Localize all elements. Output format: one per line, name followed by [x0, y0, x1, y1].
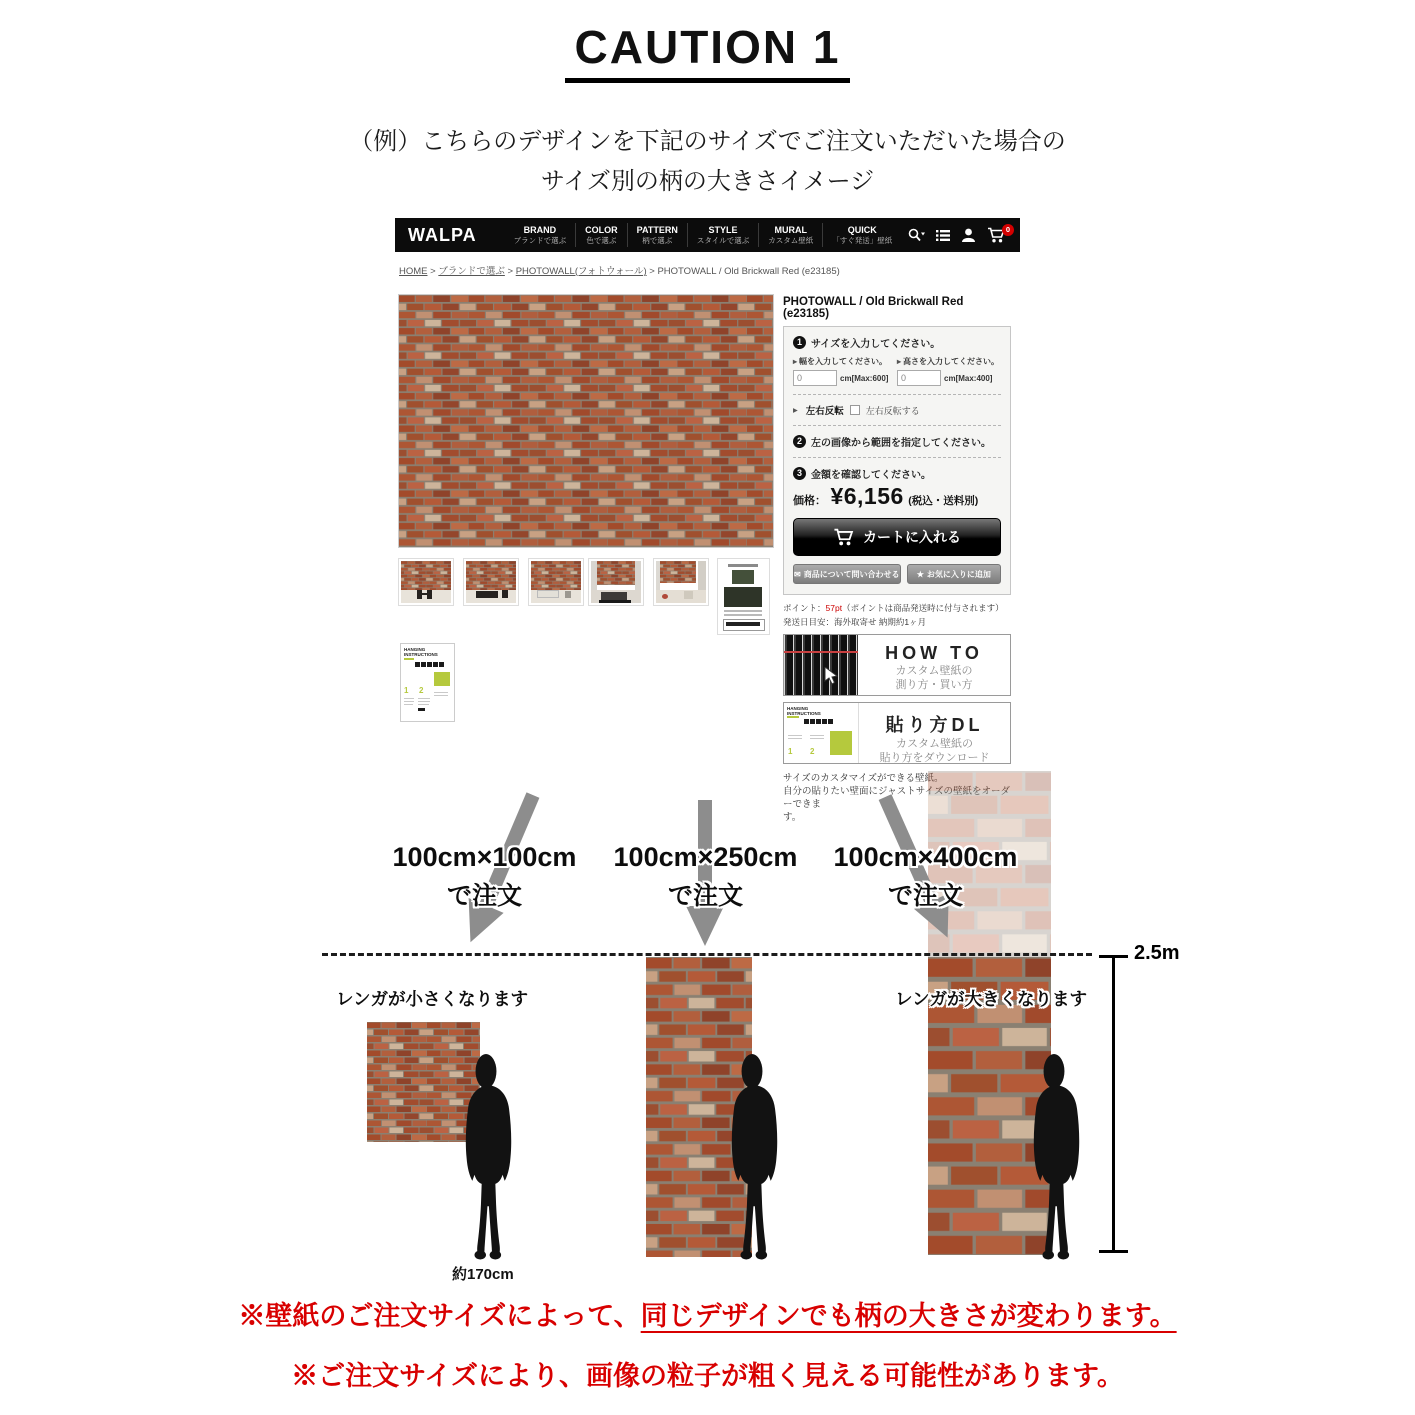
breadcrumb-brand[interactable]: ブランドで選ぶ: [438, 266, 505, 277]
width-input[interactable]: [793, 370, 837, 386]
shipping-line: 発送日目安：海外取寄せ 納期約1ヶ月: [783, 617, 927, 627]
breadcrumb-sep: >: [649, 266, 655, 277]
breadcrumb-home[interactable]: HOME: [399, 266, 428, 277]
product-thumbnail-4[interactable]: [588, 558, 644, 606]
order-label-100x250: 100cm×250cm で注文: [613, 842, 798, 910]
nav-item-brand[interactable]: BRAND ブランドで選ぶ: [513, 225, 567, 245]
nav-menu: [505, 223, 902, 247]
inquiry-button[interactable]: ✉ 商品について問い合わせる: [793, 564, 901, 584]
step-2-number: 2: [793, 435, 806, 448]
step-3-number: 3: [793, 467, 806, 480]
howto-thumbnail: [784, 635, 858, 695]
breadcrumb-current: PHOTOWALL / Old Brickwall Red (e23185): [657, 266, 840, 277]
intro-text: [0, 122, 1415, 202]
marker-icon: ▸: [793, 357, 798, 366]
wall-height-line: [1112, 957, 1115, 1252]
howto-banner[interactable]: HOW TO カスタム壁紙の 測り方・買い方: [783, 634, 1011, 696]
flip-checkbox-label: 左右反転する: [865, 405, 920, 416]
marker-icon: ▸: [897, 357, 902, 366]
user-icon[interactable]: [961, 228, 976, 242]
flip-label: 左右反転: [805, 406, 844, 417]
warning-underlined: 同じデザインでも柄の大きさが変わります。: [640, 1301, 1177, 1331]
price-row: [793, 483, 1001, 510]
person-silhouette-3: [1018, 1052, 1090, 1260]
page-title-text: CAUTION 1: [565, 20, 851, 83]
breadcrumb-sep: >: [430, 266, 436, 277]
product-thumbnail-2[interactable]: [463, 558, 519, 606]
product-thumbnail-1[interactable]: [398, 558, 454, 606]
nav-item-style[interactable]: STYLE スタイルで選ぶ: [687, 223, 758, 247]
breadcrumb: [399, 263, 840, 277]
hanging-dl-title: 貼り方DL: [885, 715, 984, 735]
hanging-dl-banner[interactable]: HANGING INSTRUCTIONS 1 2 貼り方DL カスタム壁紙の 貼り方をダウンロード: [783, 702, 1011, 764]
nav-icons: [908, 225, 1011, 243]
person-silhouette-1: [450, 1052, 522, 1260]
price-note: (税込・送料別): [908, 495, 979, 507]
howto-title: HOW TO: [885, 643, 983, 663]
order-label-100x100: 100cm×100cm で注文: [392, 842, 577, 910]
favorite-button[interactable]: ★ お気に入りに追加: [907, 564, 1001, 584]
width-group: ▸ 幅を入力してください。 0 cm[Max:600]: [793, 356, 897, 386]
product-title: PHOTOWALL / Old Brickwall Red (e23185): [783, 296, 964, 320]
hanging-dl-thumbnail: HANGING INSTRUCTIONS 1 2: [784, 703, 859, 763]
mail-icon: ✉: [794, 569, 801, 579]
warning-line-1: ※壁紙のご注文サイズによって、同じデザインでも柄の大きさが変わります。: [238, 1301, 1177, 1331]
flip-row: [793, 403, 1001, 417]
step-1: 1 サイズを入力してください。: [793, 335, 1001, 350]
height-unit: cm[Max:400]: [944, 373, 993, 383]
order-label-100x400: 100cm×400cm で注文: [833, 842, 1018, 910]
price-value: ¥6,156: [830, 483, 904, 509]
intro-line-2: サイズ別の柄の大きさイメージ: [540, 168, 875, 195]
page-title: [0, 20, 1415, 83]
product-panel: [783, 296, 1011, 824]
product-thumbnail-3[interactable]: [528, 558, 584, 606]
marker-icon: ▸: [793, 404, 798, 416]
wall-height-cap-bottom: [1099, 1250, 1128, 1253]
cursor-icon: [824, 667, 838, 685]
larger-bricks-note: レンガが大きくなります: [895, 989, 1088, 1009]
height-group: ▸ 高さを入力してください。 0 cm[Max:400]: [897, 356, 1001, 386]
cart-icon: [833, 528, 855, 546]
width-unit: cm[Max:600]: [840, 373, 889, 383]
step-1-number: 1: [793, 336, 806, 349]
nav-item-quick[interactable]: QUICK 「すぐ発送」壁紙: [822, 223, 901, 247]
add-to-cart-button[interactable]: カートに入れる: [793, 518, 1001, 556]
search-icon[interactable]: [908, 228, 925, 243]
flip-checkbox[interactable]: [850, 405, 860, 415]
ceiling-dashed-line: [322, 953, 1092, 956]
wall-height-label: 2.5m: [1134, 942, 1180, 964]
list-icon[interactable]: [936, 229, 950, 242]
hanging-thumb-line1: HANGING: [404, 647, 426, 652]
breadcrumb-sep: >: [507, 266, 514, 277]
product-thumbnail-5[interactable]: [653, 558, 709, 606]
price-label: 価格：: [793, 495, 826, 507]
hanging-thumb-line2: INSTRUCTIONS: [404, 652, 438, 657]
points-line: ポイント：57pt（ポイントは商品発送時に付与されます）: [783, 603, 1004, 613]
cart-badge: 0: [1002, 224, 1014, 236]
height-input[interactable]: [897, 370, 941, 386]
star-icon: ★: [916, 569, 924, 579]
breadcrumb-photowall[interactable]: PHOTOWALL(フォトウォール): [515, 266, 647, 277]
order-form: [783, 326, 1011, 595]
wall-height-cap-top: [1099, 955, 1128, 958]
points-value: 57pt: [825, 603, 843, 613]
person-height-label: 約170cm: [452, 1266, 514, 1283]
cart-icon[interactable]: [987, 225, 1011, 243]
nav-item-mural[interactable]: MURAL カスタム壁紙: [758, 223, 822, 247]
intro-line-1: （例）こちらのデザインを下記のサイズでご注文いただいた場合の: [349, 128, 1066, 155]
site-navbar: [395, 218, 1020, 252]
nav-item-pattern[interactable]: PATTERN 柄で選ぶ: [627, 223, 687, 247]
step-2: 2 左の画像から範囲を指定してください。: [793, 434, 1001, 449]
smaller-bricks-note: レンガが小さくなります: [336, 989, 529, 1009]
person-silhouette-2: [716, 1052, 788, 1260]
product-thumbnail-flyer[interactable]: [717, 558, 770, 635]
warning-line-2: ※ご注文サイズにより、画像の粒子が粗く見える可能性があります。: [291, 1361, 1124, 1391]
website-screenshot: [395, 218, 1020, 823]
nav-item-color[interactable]: COLOR 色で選ぶ: [575, 223, 627, 247]
walpa-logo[interactable]: WALPA: [408, 224, 477, 245]
product-description: サイズのカスタマイズができる壁紙。 自分の貼りたい壁面にジャストサイズの壁紙をオーダーできま す。: [783, 773, 1011, 823]
step-3: 3 金額を確認してください。: [793, 466, 1001, 481]
hanging-instructions-thumbnail[interactable]: HANGING INSTRUCTIONS 1 2: [400, 643, 455, 722]
product-main-image[interactable]: [398, 294, 774, 548]
